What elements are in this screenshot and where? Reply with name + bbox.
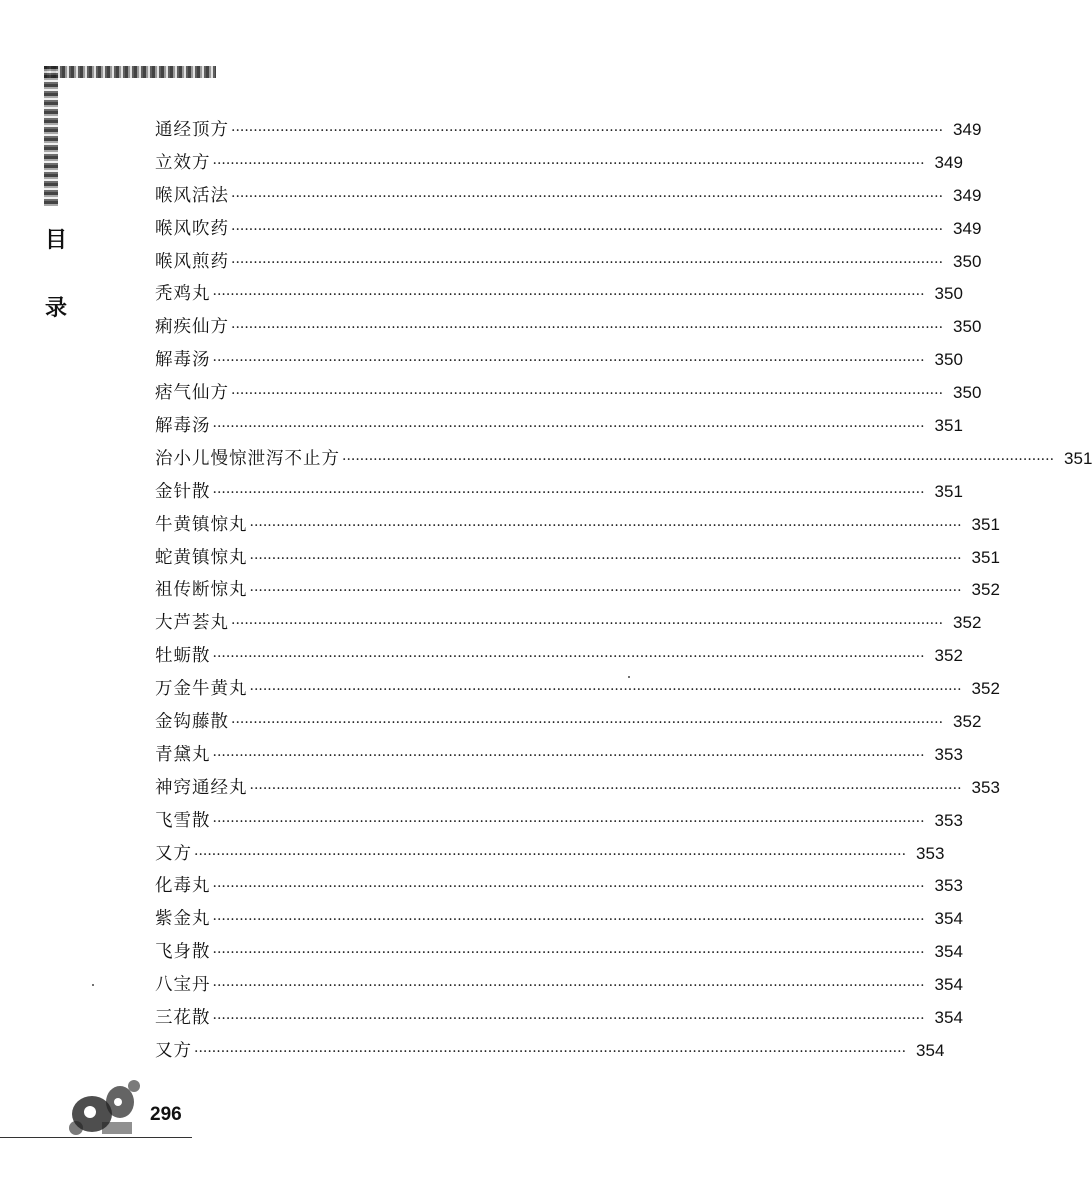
corner-frame-top [44,66,216,78]
toc-leader-dots: ································································································································································ [212,945,925,962]
decorative-ornament [62,1072,150,1142]
toc-entry-title: 立效方 [155,152,211,173]
toc-entry-page: 354 [934,1008,963,1028]
toc-entry-page: 350 [934,284,963,304]
toc-leader-dots: ································································································································································ [194,1043,907,1060]
toc-entry-title: 通经顶方 [155,120,229,140]
toc-entry-title: 牡蛎散 [155,646,211,667]
toc-leader-dots: ································································································································································ [249,583,962,600]
toc-entry-page: 352 [953,712,982,732]
toc-leader-dots: ································································································································································ [212,978,925,995]
toc-entry [155,149,963,182]
toc-leader-dots: ································································································································································ [212,879,925,896]
toc-leader-dots: ································································································································································ [249,780,962,797]
toc-entry-page: 353 [934,810,963,830]
toc-entry [155,675,1000,708]
toc-entry-title: 蛇黄镇惊丸 [155,547,248,568]
toc-entry [155,840,945,873]
toc-entry-title: 解毒汤 [155,350,211,371]
toc-entry [155,182,982,215]
toc-entry-page: 351 [934,481,963,501]
toc-leader-dots: ································································································································································ [212,912,925,929]
toc-entry [155,313,982,346]
page-number: 296 [150,1104,182,1125]
corner-frame-left [44,66,58,206]
toc-entry-page: 351 [934,416,963,436]
side-title-char-1: 目 [44,227,67,253]
toc-leader-dots: ································································································································································ [212,155,925,172]
toc-entry [155,1037,945,1070]
toc-entry [155,971,963,1004]
toc-entry [155,807,963,840]
toc-entry [155,905,963,938]
toc-entry-title: 祖传断惊丸 [155,580,248,601]
toc-leader-dots: ································································································································································ [212,813,925,830]
toc-entry [155,445,1092,478]
toc-entry [155,346,963,379]
toc-entry-page: 351 [971,514,1000,534]
footer-rule [0,1137,192,1138]
toc-entry-title: 神窍通经丸 [155,777,248,798]
toc-entry [155,872,963,905]
toc-leader-dots: ································································································································································ [212,353,925,370]
toc-entry-page: 354 [934,942,963,962]
toc-entry-title: 三花散 [155,1008,211,1029]
toc-entry-page: 350 [934,350,963,370]
toc-entry [155,116,982,149]
toc-entry-page: 353 [916,843,945,863]
toc-entry-title: 痢疾仙方 [155,317,229,338]
toc-entry-page: 353 [934,876,963,896]
toc-leader-dots: ································································································································································ [231,123,944,139]
toc-entry-page: 352 [971,580,1000,600]
table-of-contents [155,116,1092,1070]
toc-entry [155,511,1000,544]
toc-leader-dots: ································································································································································ [231,386,944,403]
toc-entry-title: 化毒丸 [155,876,211,897]
toc-leader-dots: ································································································································································ [231,616,944,633]
toc-entry-title: 牛黄镇惊丸 [155,514,248,535]
toc-entry-title: 喉风活法 [155,185,229,206]
toc-leader-dots: ································································································································································ [212,287,925,304]
toc-entry-page: 351 [1064,448,1092,468]
toc-entry-title: 治小儿慢惊泄泻不止方 [155,448,340,469]
toc-entry-page: 350 [953,317,982,337]
toc-entry-title: 紫金丸 [155,909,211,930]
toc-entry-page: 351 [971,547,1000,567]
toc-leader-dots: ································································································································································ [342,451,1055,468]
toc-entry-title: 青黛丸 [155,744,211,765]
toc-entry-title: 万金牛黄丸 [155,679,248,700]
scan-speck [92,984,94,986]
toc-leader-dots: ································································································································································ [231,188,944,205]
toc-entry [155,544,1000,577]
toc-entry-title: 秃鸡丸 [155,284,211,305]
toc-entry [155,280,963,313]
toc-leader-dots: ································································································································································ [212,1011,925,1028]
toc-entry-page: 349 [953,185,982,205]
toc-entry-title: 又方 [155,1040,192,1061]
toc-leader-dots: ································································································································································ [194,846,907,863]
toc-entry [155,215,982,248]
toc-entry-title: 解毒汤 [155,416,211,437]
toc-leader-dots: ································································································································································ [249,550,962,567]
toc-entry-page: 349 [953,120,982,139]
side-title-char-2: 录 [44,295,67,321]
toc-entry-page: 352 [953,613,982,633]
toc-leader-dots: ································································································································································ [231,320,944,337]
toc-leader-dots: ································································································································································ [231,221,944,238]
toc-leader-dots: ································································································································································ [231,254,944,271]
scan-speck [628,676,630,678]
toc-leader-dots: ································································································································································ [249,517,962,534]
toc-entry-title: 金钩藤散 [155,712,229,733]
toc-leader-dots: ································································································································································ [231,715,944,732]
toc-leader-dots: ································································································································································ [212,747,925,764]
toc-entry [155,379,982,412]
toc-entry-title: 飞身散 [155,942,211,963]
toc-entry-page: 354 [934,975,963,995]
toc-leader-dots: ································································································································································ [249,682,962,699]
toc-entry [155,609,982,642]
toc-entry-title: 又方 [155,843,192,864]
toc-leader-dots: ································································································································································ [212,484,925,501]
toc-entry-page: 353 [934,744,963,764]
toc-entry-page: 349 [934,152,963,172]
toc-entry-page: 353 [971,777,1000,797]
toc-entry-page: 354 [916,1040,945,1060]
toc-entry-page: 352 [934,646,963,666]
toc-entry-title: 痞气仙方 [155,383,229,404]
toc-entry [155,774,1000,807]
toc-leader-dots: ································································································································································ [212,649,925,666]
toc-entry [155,248,982,281]
toc-entry [155,708,982,741]
toc-entry [155,938,963,971]
toc-entry-title: 喉风煎药 [155,251,229,272]
toc-entry-title: 喉风吹药 [155,218,229,239]
toc-entry-title: 飞雪散 [155,810,211,831]
toc-entry [155,478,963,511]
toc-entry-page: 349 [953,218,982,238]
toc-entry [155,576,1000,609]
toc-entry [155,412,963,445]
toc-leader-dots: ································································································································································ [212,419,925,436]
toc-entry-title: 金针散 [155,481,211,502]
toc-entry-title: 八宝丹 [155,975,211,996]
toc-entry-page: 350 [953,383,982,403]
toc-entry-title: 大芦荟丸 [155,613,229,634]
toc-entry-page: 352 [971,679,1000,699]
toc-entry [155,1004,963,1037]
toc-entry-page: 350 [953,251,982,271]
toc-entry [155,741,963,774]
toc-entry [155,642,963,675]
toc-entry-page: 354 [934,909,963,929]
